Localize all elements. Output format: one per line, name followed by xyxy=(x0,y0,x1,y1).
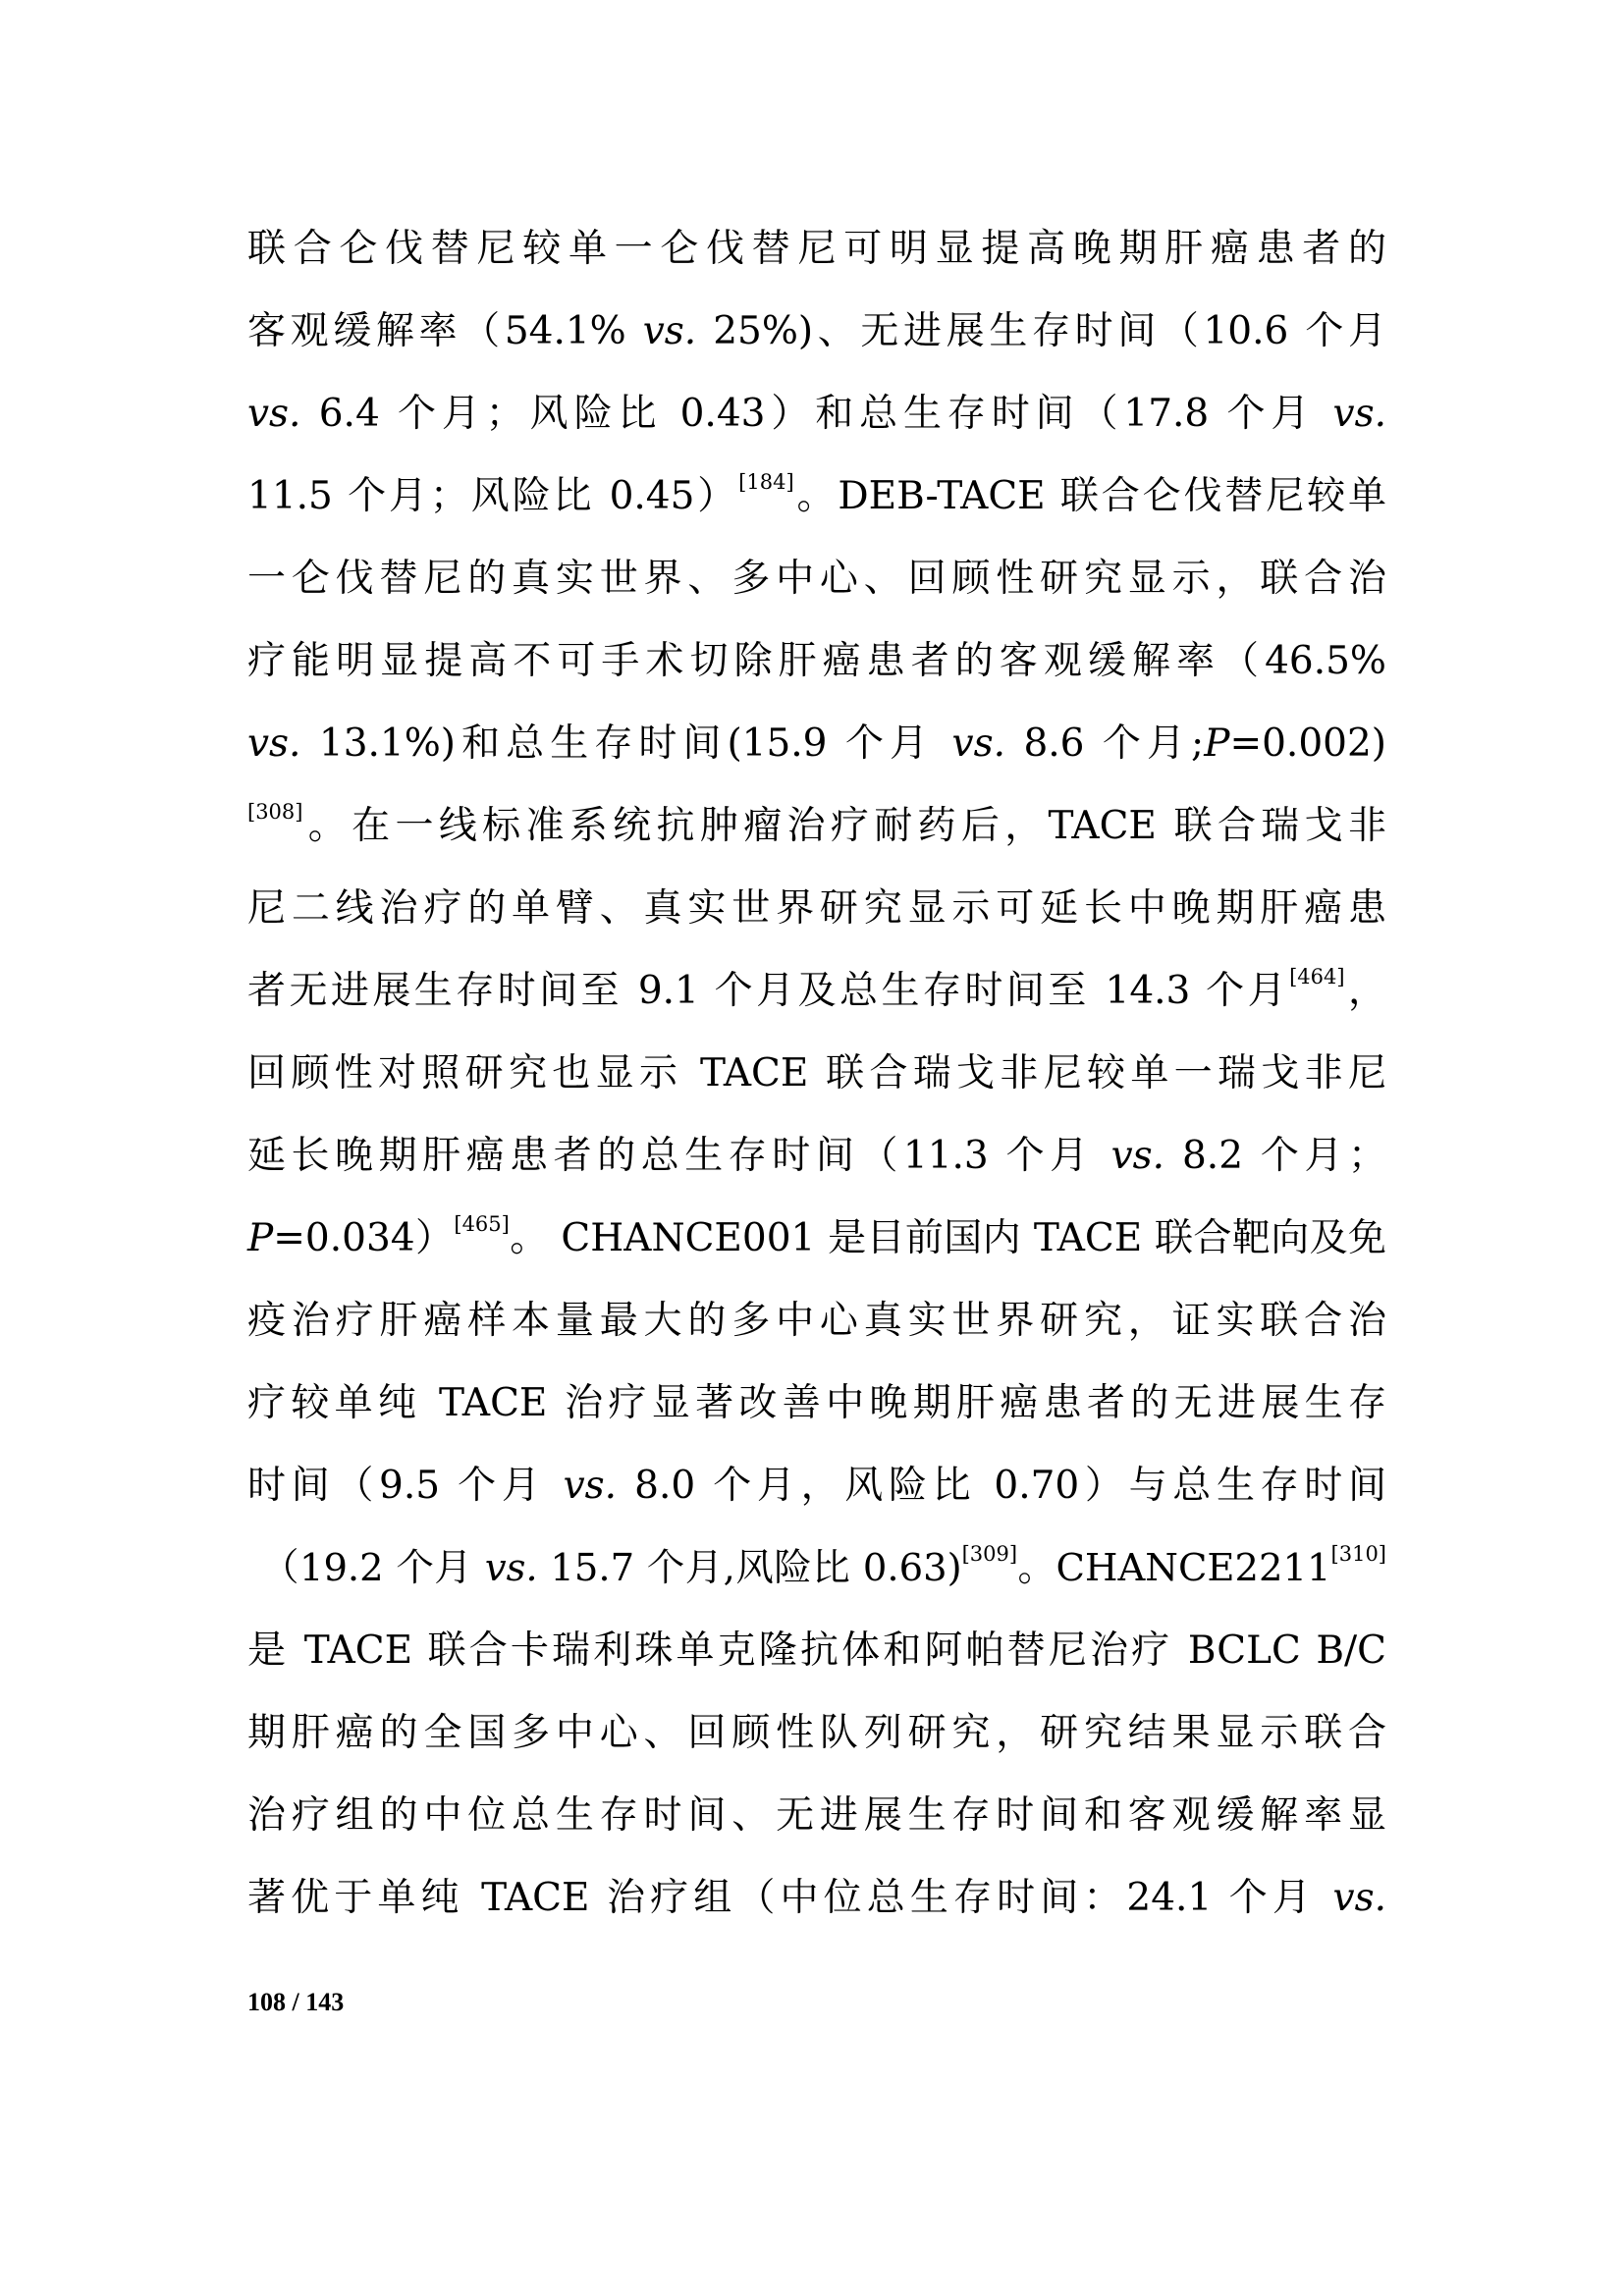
text-segment: 。CHANCE2211 xyxy=(1017,1546,1331,1590)
text-segment: 者无进展生存时间至 9.1 个月及总生存时间至 14.3 个月 xyxy=(247,969,1290,1013)
p-value-symbol: P xyxy=(247,1216,274,1260)
text-line-17 xyxy=(247,1527,1386,1610)
citation-ref: [308] xyxy=(247,800,303,825)
text-line-3 xyxy=(247,373,1386,455)
text-line-6: 疗能明显提高不可手术切除肝癌患者的客观缓解率（46.5% xyxy=(247,639,1386,683)
body-paragraph xyxy=(247,208,1386,1940)
citation-ref: [309] xyxy=(961,1542,1018,1567)
citation-ref: [465] xyxy=(454,1212,510,1237)
text-segment: 延长晚期肝癌患者的总生存时间（11.3 个月 xyxy=(247,1134,1111,1178)
text-line-11: 回顾性对照研究也显示 TACE 联合瑞戈非尼较单一瑞戈非尼 xyxy=(247,1051,1386,1095)
text-line-16 xyxy=(247,1445,1386,1527)
page-number: 108 / 143 xyxy=(247,1988,345,2016)
text-segment: =0.034） xyxy=(273,1216,455,1260)
text-segment: =0.002) xyxy=(1229,721,1386,766)
text-line-2 xyxy=(247,291,1386,373)
text-line-15: 疗较单纯 TACE 治疗显著改善中晚期肝癌患者的无进展生存 xyxy=(247,1381,1386,1425)
text-line-10 xyxy=(247,950,1386,1033)
text-segment: 25%)、无进展生存时间（10.6 个月 xyxy=(696,309,1386,353)
text-segment: 8.2 个月； xyxy=(1164,1134,1386,1178)
text-line-19: 期肝癌的全国多中心、回顾性队列研究，研究结果显示联合 xyxy=(247,1711,1386,1755)
citation-ref: [184] xyxy=(738,470,794,495)
citation-ref: [464] xyxy=(1289,965,1345,989)
text-segment: 8.6 个月; xyxy=(1004,721,1205,766)
text-line-14: 疫治疗肝癌样本量最大的多中心真实世界研究，证实联合治 xyxy=(247,1299,1386,1343)
versus-abbrev: vs. xyxy=(247,392,301,436)
p-value-symbol: P xyxy=(1204,721,1230,766)
text-segment: 11.5 个月；风险比 0.45） xyxy=(247,474,739,518)
text-segment: 客观缓解率（54.1% xyxy=(247,309,643,353)
versus-abbrev: vs. xyxy=(247,721,301,766)
versus-abbrev: vs. xyxy=(1110,1134,1165,1178)
text-segment: 时间（9.5 个月 xyxy=(247,1464,564,1508)
text-segment: 15.7 个月,风险比 0.63) xyxy=(537,1546,962,1590)
versus-abbrev: vs. xyxy=(1332,392,1386,436)
text-line-9: 尼二线治疗的单臂、真实世界研究显示可延长中晚期肝癌患 xyxy=(247,886,1386,931)
text-segment: （19.2 个月 xyxy=(261,1546,485,1590)
text-segment: 著优于单纯 TACE 治疗组（中位总生存时间：24.1 个月 xyxy=(247,1876,1333,1920)
text-line-13 xyxy=(247,1198,1386,1280)
text-line-12 xyxy=(247,1115,1386,1198)
text-segment: 。在一线标准系统抗肿瘤治疗耐药后，TACE 联合瑞戈非 xyxy=(302,804,1386,848)
text-segment: 13.1%)和总生存时间(15.9 个月 xyxy=(300,721,952,766)
text-segment: 。 CHANCE001 是目前国内 TACE 联合靶向及免 xyxy=(509,1216,1386,1260)
versus-abbrev: vs. xyxy=(1332,1876,1386,1920)
text-segment: 8.0 个月，风险比 0.70）与总生存时间 xyxy=(617,1464,1386,1508)
versus-abbrev: vs. xyxy=(951,721,1005,766)
text-line-7 xyxy=(247,703,1386,785)
text-line-18: 是 TACE 联合卡瑞利珠单克隆抗体和阿帕替尼治疗 BCLC B/C xyxy=(247,1629,1386,1673)
text-segment: 。DEB-TACE 联合仑伐替尼较单 xyxy=(793,474,1386,518)
citation-ref: [310] xyxy=(1330,1542,1386,1567)
text-line-4 xyxy=(247,455,1386,538)
text-segment: ， xyxy=(1344,969,1386,1013)
versus-abbrev: vs. xyxy=(484,1546,538,1590)
text-line-8 xyxy=(247,785,1386,868)
text-line-20: 治疗组的中位总生存时间、无进展生存时间和客观缓解率显 xyxy=(247,1793,1386,1838)
text-line-21 xyxy=(247,1857,1386,1940)
text-line-1: 联合仑伐替尼较单一仑伐替尼可明显提高晚期肝癌患者的 xyxy=(247,227,1386,271)
text-line-5: 一仑伐替尼的真实世界、多中心、回顾性研究显示，联合治 xyxy=(247,557,1386,601)
versus-abbrev: vs. xyxy=(642,309,697,353)
versus-abbrev: vs. xyxy=(563,1464,618,1508)
text-segment: 6.4 个月；风险比 0.43）和总生存时间（17.8 个月 xyxy=(300,392,1333,436)
